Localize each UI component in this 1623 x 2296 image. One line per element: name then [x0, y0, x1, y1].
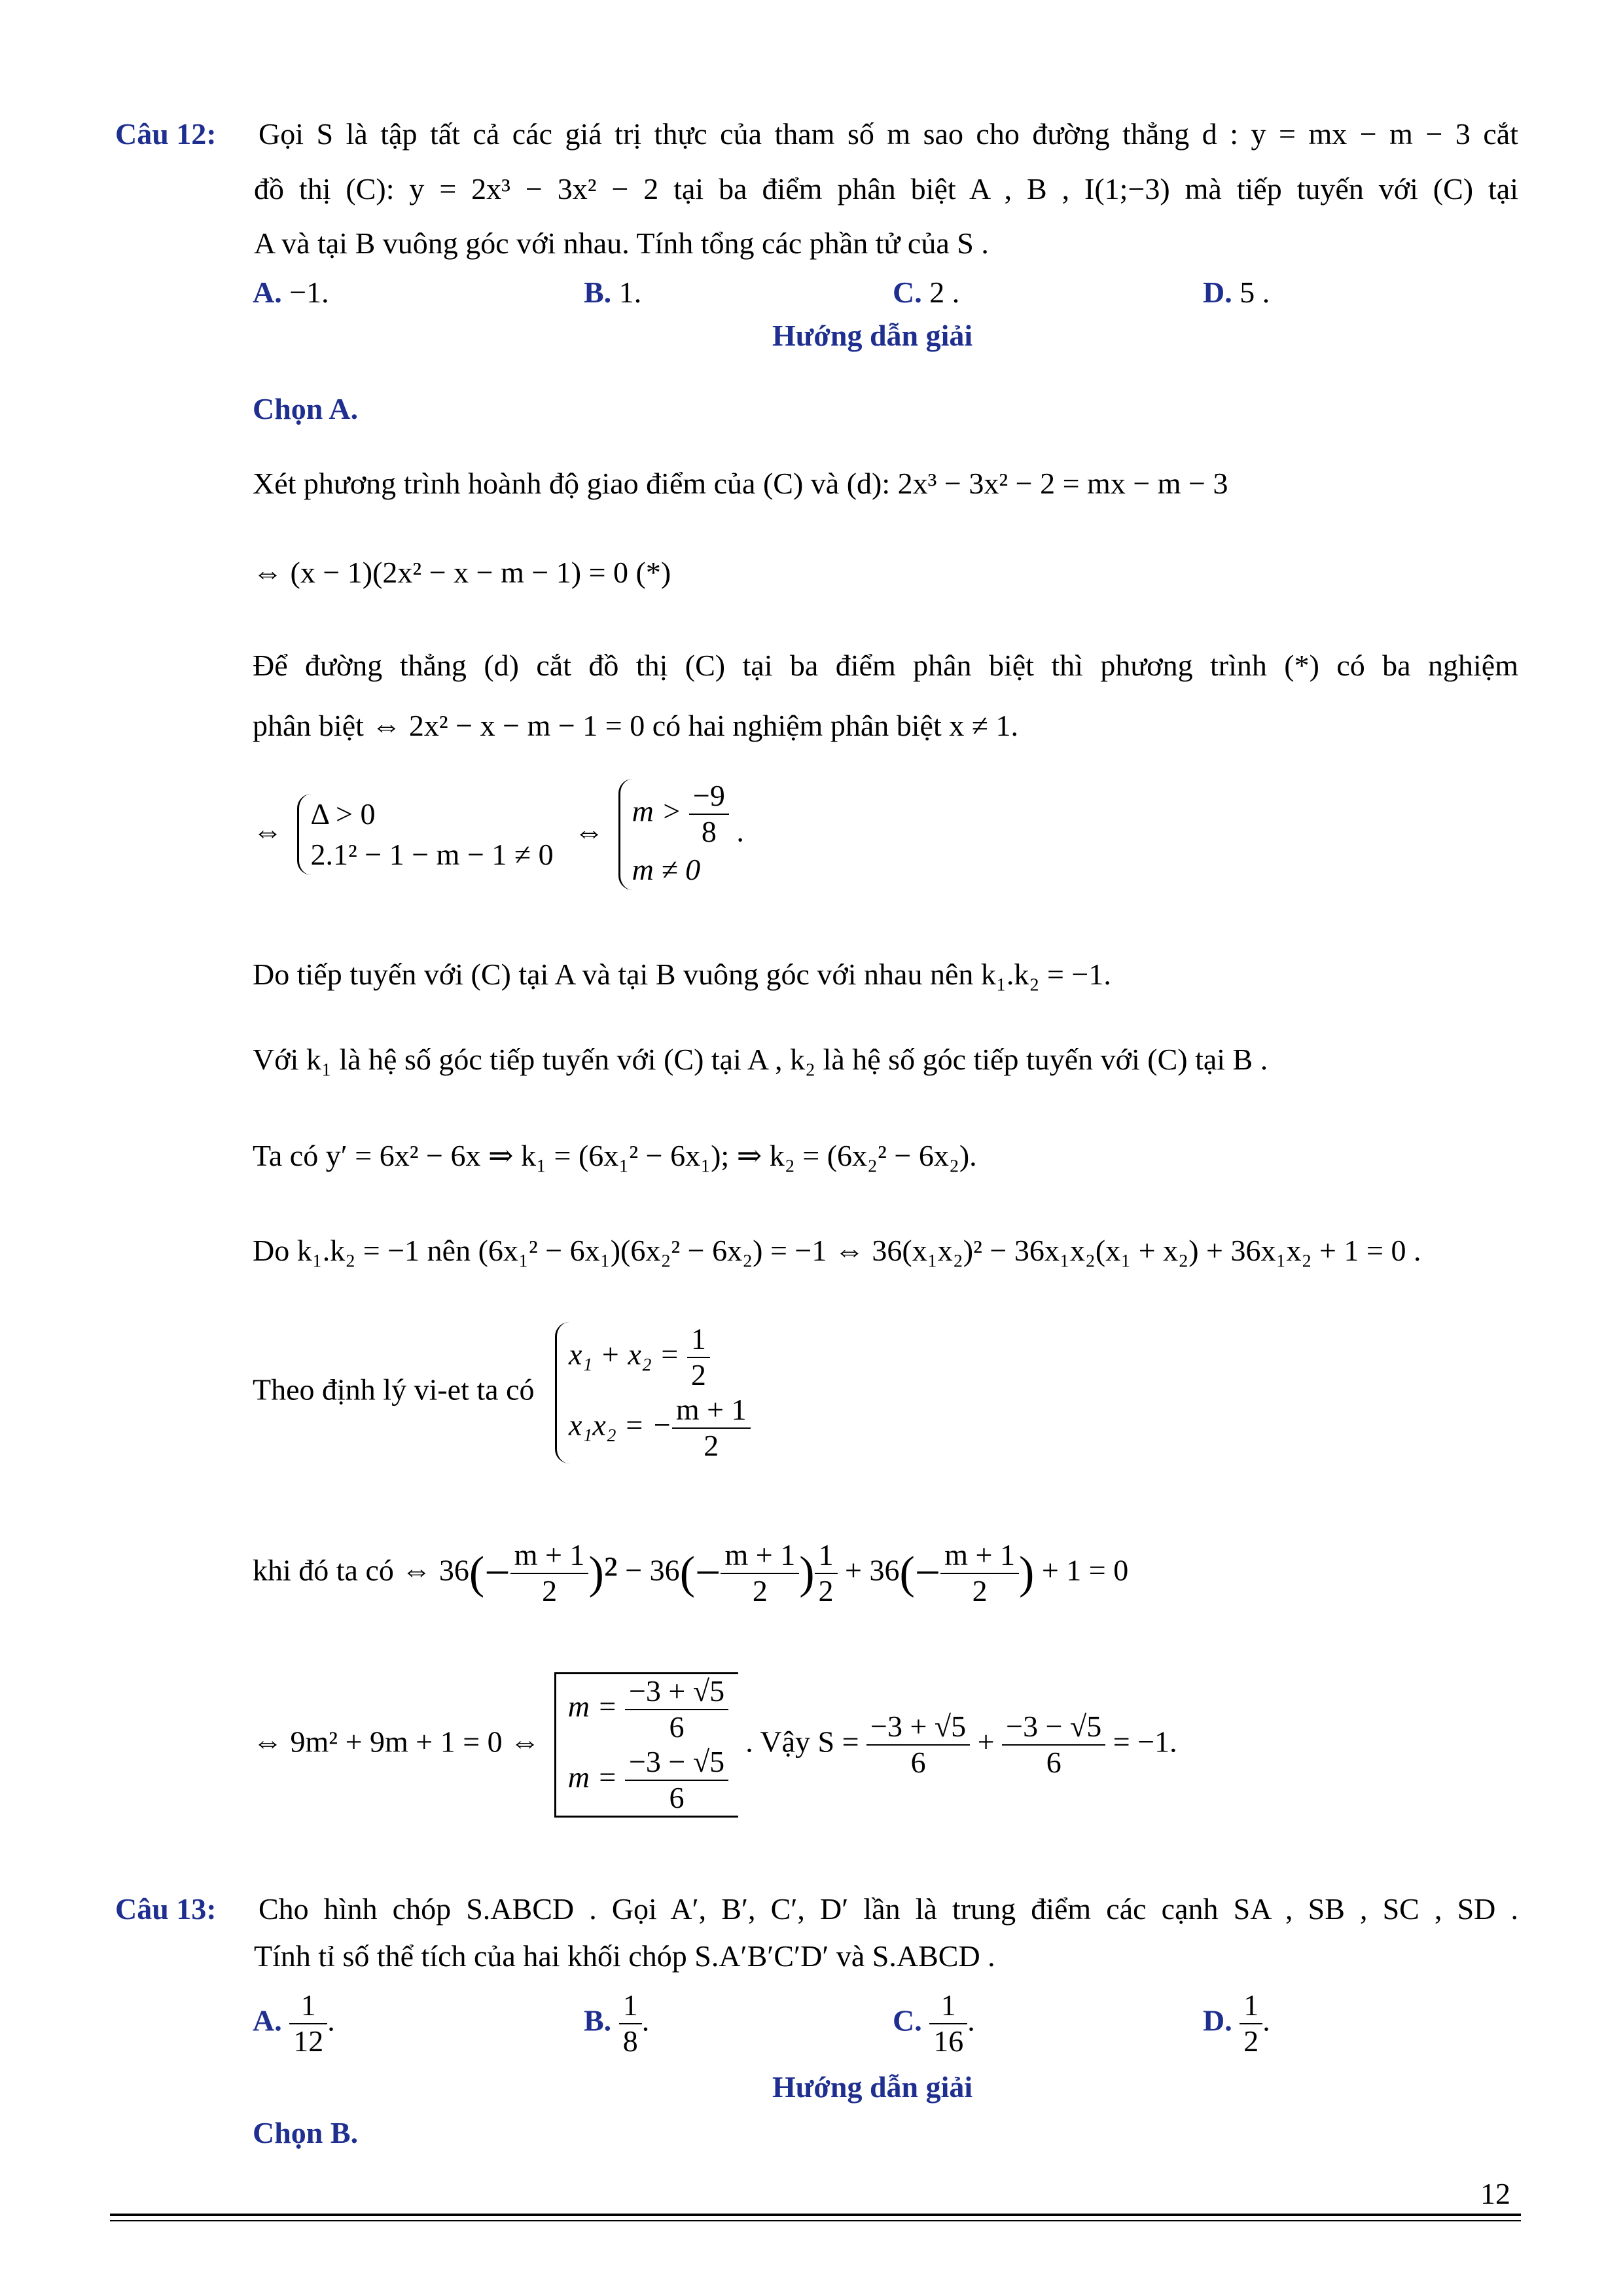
q12-condition-system: ⇔ Δ > 0 2.1² − 1 − m − 1 ≠ 0 ⇔ m > $\frac{-9}{8}$ m ≠ 0 .	[253, 779, 744, 890]
q13-option-b: B. $\frac{1}{8}$ .	[584, 1988, 650, 2058]
q12-step-7: Ta có y′ = 6x² − 6x ⇒ k₁ = (6x₁² − 6x₁); ⇒ k₂ = (6x₂² − 6x₂).	[253, 1139, 977, 1172]
footer-rule-thick	[110, 2214, 1521, 2216]
q12-step-3: Để đường thẳng (d) cắt đồ thị (C) tại ba điểm phân biệt thì phương trình (*) có ba nghiệm	[253, 649, 1518, 682]
q12-step-5: Do tiếp tuyến với (C) tại A và tại B vuông góc với nhau nên k₁.k₂ = −1.	[253, 958, 1111, 991]
q12-text-line3: A và tại B vuông góc với nhau. Tính tổng các phần tử của S .	[254, 226, 989, 260]
q12-option-d: D. 5 .	[1203, 276, 1270, 309]
q12-solution-heading: Hướng dẫn giải	[772, 319, 973, 352]
q12-step-10: ⇔ 9m² + 9m + 1 = 0 ⇔ m = $\frac{-3 + √5}{6}$ m = $\frac{-3 - √5}{6}$ . Vậy S = $\frac{-3 + √5}{6}$ + $\frac{-3 - √5}{6}$ = −1.	[253, 1672, 1177, 1818]
q12-step-6: Với k₁ là hệ số góc tiếp tuyến với (C) tại A , k₂ là hệ số góc tiếp tuyến với (C) tại B .	[253, 1043, 1268, 1076]
q12-vieta: Theo định lý vi-et ta có x₁ + x₂ = $\frac{1}{2}$ x₁x₂ = − $\frac{m + 1}{2}$	[253, 1322, 751, 1463]
q13-label: Câu 13:	[115, 1892, 217, 1926]
footer-rule-thin	[110, 2220, 1521, 2221]
q13-solution-heading: Hướng dẫn giải	[772, 2070, 973, 2104]
page-number: 12	[1480, 2177, 1510, 2210]
q12-choice: Chọn A.	[253, 392, 359, 425]
q13-option-a: A. $\frac{1}{12}$ .	[253, 1988, 335, 2058]
q12-option-c: C. 2 .	[893, 276, 960, 309]
q13-text-line1: Cho hình chóp S.ABCD . Gọi A′, B′, C′, D′ lần là trung điểm các cạnh SA , SB , SC , SD .	[259, 1892, 1518, 1926]
q12-option-b: B. 1.	[584, 276, 642, 309]
q13-choice: Chọn B.	[253, 2116, 359, 2149]
q13-text-line2: Tính tỉ số thể tích của hai khối chóp S.A′B′C′D′ và S.ABCD .	[254, 1939, 995, 1973]
q13-option-d: D. $\frac{1}{2}$ .	[1203, 1988, 1270, 2058]
q13-option-c: C. $\frac{1}{16}$ .	[893, 1988, 975, 2058]
q12-label: Câu 12:	[115, 117, 217, 151]
q12-text-line2: đồ thị (C): y = 2x³ − 3x² − 2 tại ba điểm phân biệt A , B , I(1;−3) mà tiếp tuyến với (C) tại	[254, 172, 1518, 206]
q12-step-1: Xét phương trình hoành độ giao điểm của (C) và (d): 2x³ − 3x² − 2 = mx − m − 3	[253, 467, 1228, 500]
q12-step-2: ⇔ (x − 1)(2x² − x − m − 1) = 0 (*)	[253, 556, 671, 589]
q12-text-line1: Gọi S là tập tất cả các giá trị thực của tham số m sao cho đường thẳng d : y = mx − m − 3 cắt	[259, 117, 1518, 151]
q12-step-8: Do k₁.k₂ = −1 nên (6x₁² − 6x₁)(6x₂² − 6x₂) = −1 ⇔ 36(x₁x₂)² − 36x₁x₂(x₁ + x₂) + 36x₁x₂ + 1 = 0 .	[253, 1234, 1421, 1267]
q12-option-a: A. −1.	[253, 276, 329, 309]
q12-step-9: khi đó ta có ⇔ 36(− $\frac{m + 1}{2}$ )² − 36(− $\frac{m + 1}{2}$ ) $\frac{1}{2}$ + 36(− $\frac{m + 1}{2}$ ) + 1 = 0	[253, 1538, 1129, 1607]
q12-step-4: phân biệt ⇔ 2x² − x − m − 1 = 0 có hai nghiệm phân biệt x ≠ 1.	[253, 709, 1018, 742]
